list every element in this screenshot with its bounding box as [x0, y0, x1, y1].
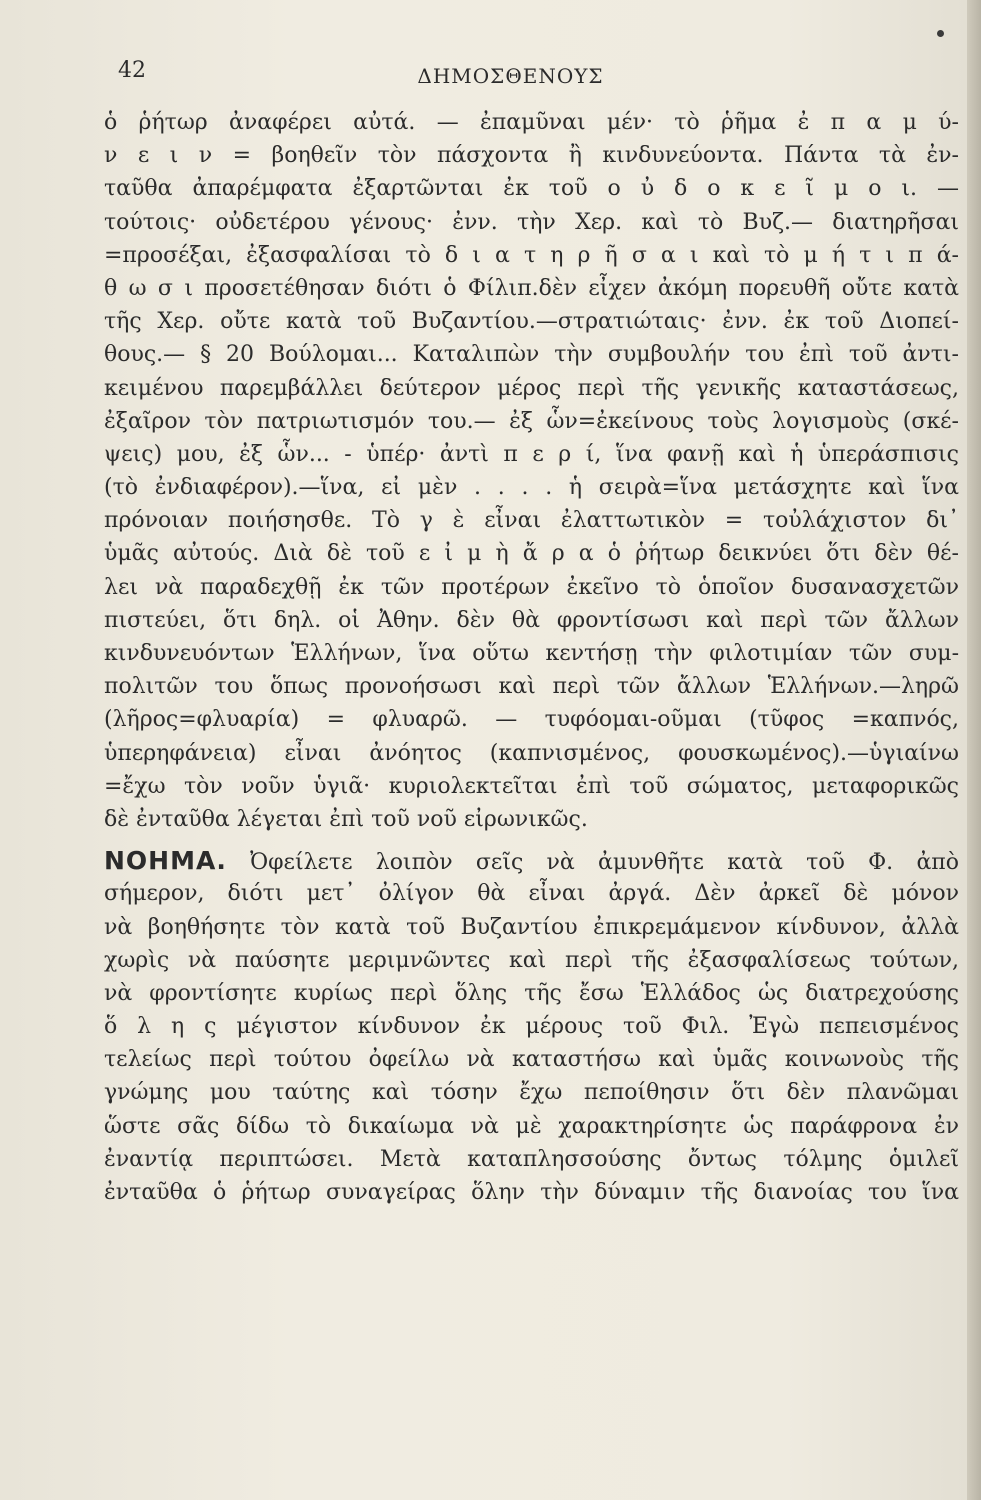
noema-line: ὥστε σᾶς δίδω τὸ δικαίωμα νὰ μὲ χαρακτηρίσητε ὡς παράφρονα ἐν [104, 1113, 959, 1139]
commentary-line: κειμένου παρεμβάλλει δεύτερον μέρος περὶ τῆς γενικῆς καταστάσεως, [104, 375, 959, 401]
page-edge [967, 0, 981, 1500]
commentary-line: ὑμᾶς αὐτούς. Διὰ δὲ τοῦ ε ἰ μ ὴ ἄ ρ α ὁ ῥήτωρ δεικνύει ὅτι δὲν θέ- [104, 541, 959, 567]
commentary-line: ν ε ι ν = βοηθεῖν τὸν πάσχοντα ἢ κινδυνεύοντα. Πάντα τὰ ἐν- [104, 143, 959, 169]
noema-line: χωρὶς νὰ παύσητε μεριμνῶντες καὶ περὶ τῆς ἐξασφαλίσεως τούτων, [104, 947, 959, 973]
noema-line: ὅ λ η ς μέγιστον κίνδυνον ἐκ μέρους τοῦ Φιλ. Ἐγὼ πεπεισμένος [104, 1014, 959, 1040]
commentary-line: (τὸ ἐνδιαφέρον).—ἵνα, εἰ μὲν . . . . ἡ σειρὰ=ἵνα μετάσχητε καὶ ἵνα [104, 475, 959, 501]
ink-spot [937, 30, 944, 37]
commentary-line: κινδυνευόντων Ἑλλήνων, ἵνα οὕτω κεντήσῃ τὴν φιλοτιμίαν τῶν συμ- [104, 641, 959, 666]
noema-line: ἐναντίᾳ περιπτώσει. Μετὰ καταπλησσούσης ὄντως τόλμης ὁμιλεῖ [104, 1146, 959, 1172]
commentary-line: θους.— § 20 Βούλομαι... Καταλιπὼν τὴν συμβουλήν του ἐπὶ τοῦ ἀντι- [104, 342, 959, 368]
noema-line: γνώμης μου ταύτης καὶ τόσην ἔχω πεποίθησιν ὅτι δὲν πλανῶμαι [104, 1080, 959, 1106]
commentary-line: λει νὰ παραδεχθῇ ἐκ τῶν προτέρων ἐκεῖνο τὸ ὁποῖον δυσανασχετῶν [104, 574, 959, 600]
commentary-line: πιστεύει, ὅτι δηλ. οἱ Ἀθην. δὲν θὰ φροντίσωσι καὶ περὶ τῶν ἄλλων [104, 607, 959, 633]
noema-first-line [104, 844, 959, 877]
commentary-line: =ἔχω τὸν νοῦν ὑγιᾶ· κυριολεκτεῖται ἐπὶ τοῦ σώματος, μεταφορικῶς [104, 773, 959, 799]
commentary-line: ταῦθα ἀπαρέμφατα ἐξαρτῶνται ἐκ τοῦ ο ὐ δ ο κ ε ῖ μ ο ι. — [104, 176, 959, 202]
noema-first-line-text: Ὀφείλετε λοιπὸν σεῖς νὰ ἀμυνθῆτε κατὰ τοῦ Φ. ἀπὸ [250, 850, 959, 876]
page-number: 42 [118, 58, 146, 83]
body-text [104, 106, 959, 1209]
noema-line: νὰ φροντίσητε κυρίως περὶ ὅλης τῆς ἔσω Ἑλλάδος ὡς διατρεχούσης [104, 980, 959, 1006]
commentary-line: =προσέξαι, ἐξασφαλίσαι τὸ δ ι α τ η ρ ῆ σ α ι καὶ τὸ μ ή τ ι π ά- [104, 242, 959, 268]
running-head: ΔΗΜΟΣΘΕΝΟΥΣ [417, 64, 604, 88]
commentary-line: ὁ ῥήτωρ ἀναφέρει αὐτά. — ἐπαμῦναι μέν· τὸ ῥῆμα ἐ π α μ ύ- [104, 110, 959, 135]
noema-line: σήμερον, διότι μετ᾽ ὀλίγον θὰ εἶναι ἀργά. Δὲν ἀρκεῖ δὲ μόνον [104, 881, 959, 907]
commentary-line: τῆς Χερ. οὔτε κατὰ τοῦ Βυζαντίου.—στρατιώταις· ἐνν. ἐκ τοῦ Διοπεί- [104, 309, 959, 335]
commentary-line: θ ω σ ι προσετέθησαν διότι ὁ Φίλιπ.δὲν εἶχεν ἀκόμη πορευθῆ οὔτε κατὰ [104, 275, 959, 301]
commentary-line: πολιτῶν του ὅπως προνοήσωσι καὶ περὶ τῶν ἄλλων Ἑλλήνων.—ληρῶ [104, 674, 959, 700]
commentary-line: τούτοις· οὐδετέρου γένους· ἐνν. τὴν Χερ. καὶ τὸ Βυζ.— διατηρῆσαι [104, 209, 959, 235]
commentary-line: ψεις) μου, ἐξ ὧν... - ὑπέρ· ἀντὶ π ε ρ ί, ἵνα φανῇ καὶ ἡ ὑπεράσπισις [104, 441, 959, 467]
noema-line: νὰ βοηθήσητε τὸν κατὰ τοῦ Βυζαντίου ἐπικρεμάμενον κίνδυνον, ἀλλὰ [104, 914, 959, 940]
commentary-line: πρόνοιαν ποιήσησθε. Τὸ γ ὲ εἶναι ἐλαττωτικὸν = τοὐλάχιστον δι᾽ [104, 508, 959, 534]
commentary-block [104, 106, 959, 836]
noema-line: τελείως περὶ τούτου ὀφείλω νὰ καταστήσω καὶ ὑμᾶς κοινωνοὺς τῆς [104, 1047, 959, 1073]
noema-heading: ΝΟΗΜΑ. [104, 846, 227, 876]
commentary-line: (λῆρος=φλυαρία) = φλυαρῶ. — τυφόομαι-οῦμαι (τῦφος =καπνός, [104, 707, 959, 733]
noema-line: ἐνταῦθα ὁ ῥήτωρ συναγείρας ὅλην τὴν δύναμιν τῆς διανοίας του ἵνα [104, 1180, 959, 1205]
noema-block [104, 844, 959, 1209]
commentary-line: δὲ ἐνταῦθα λέγεται ἐπὶ τοῦ νοῦ εἰρωνικῶς. [104, 806, 588, 832]
commentary-line: ὑπερηφάνεια) εἶναι ἀνόητος (καπνισμένος, φουσκωμένος).—ὑγιαίνω [104, 740, 959, 766]
commentary-line: ἐξαῖρον τὸν πατριωτισμόν του.— ἐξ ὧν=ἐκείνους τοὺς λογισμοὺς (σκέ- [104, 408, 959, 434]
